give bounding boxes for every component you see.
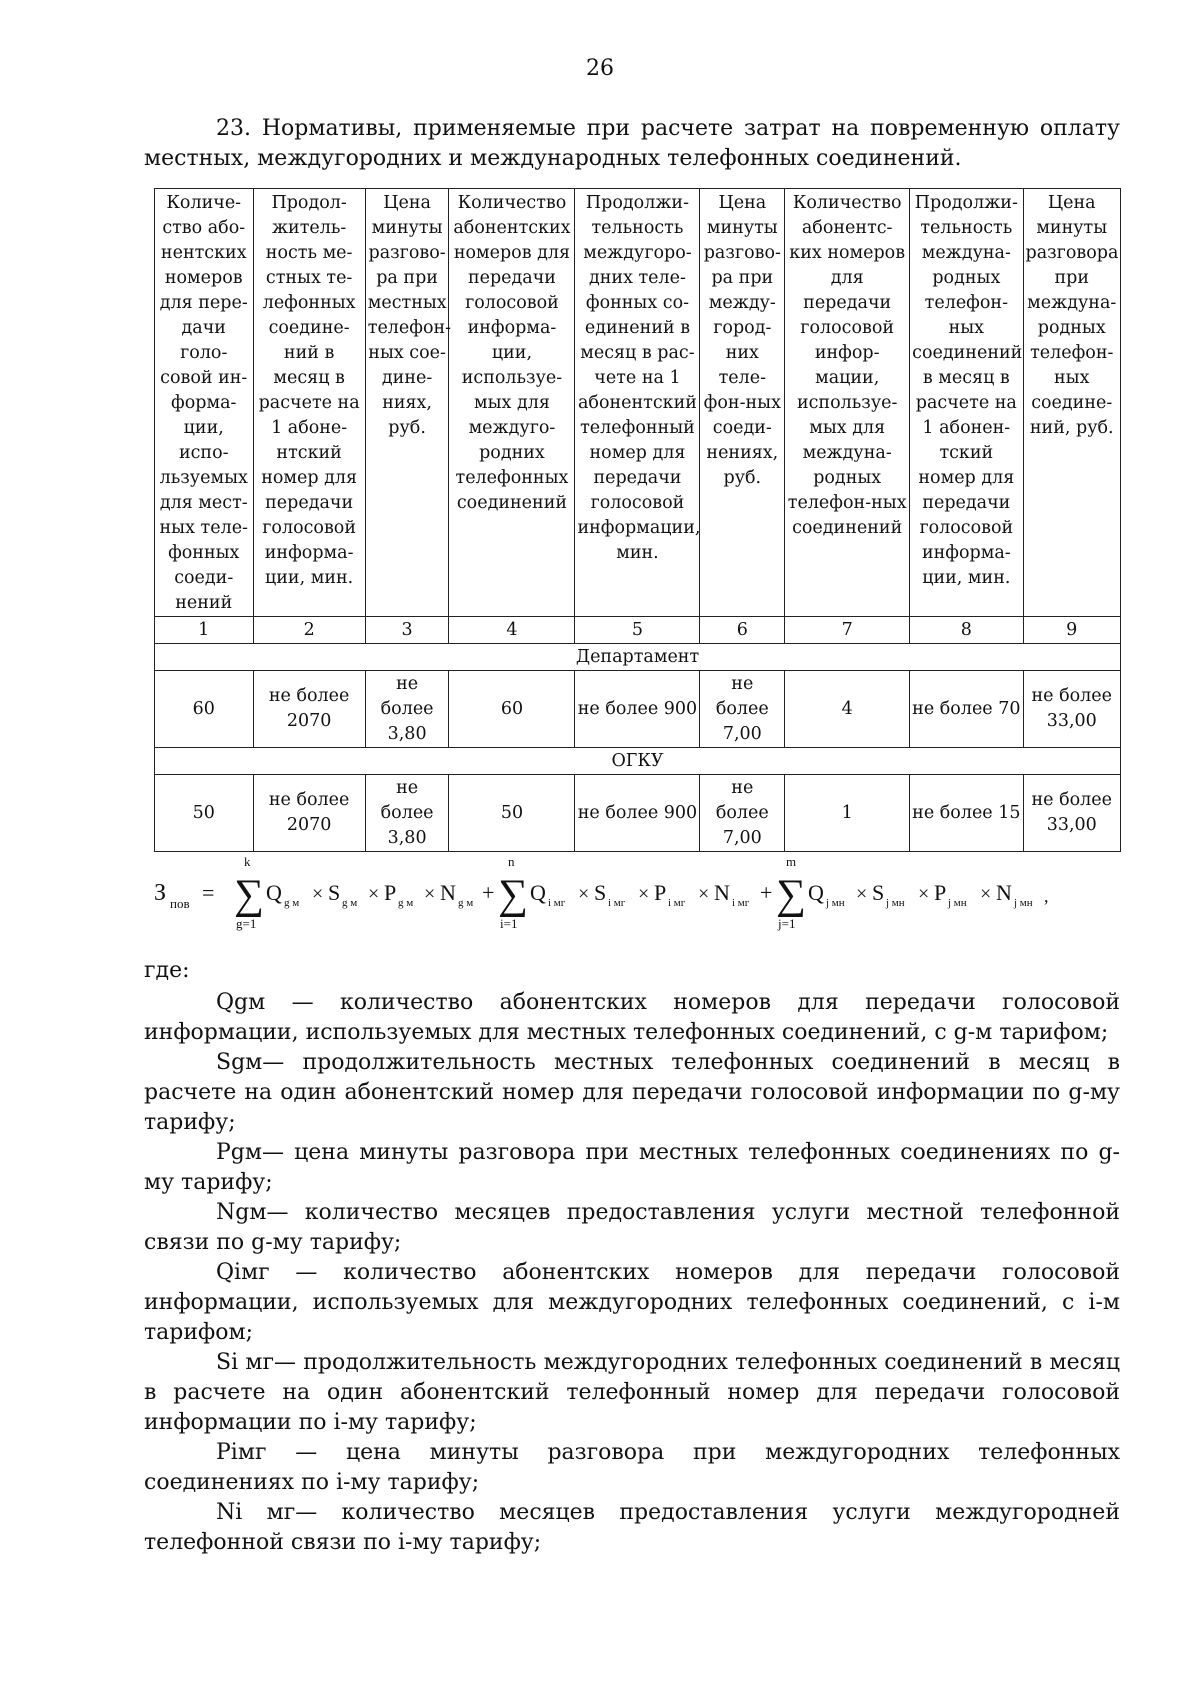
table-cell: 60	[449, 671, 575, 748]
sigma-icon: ∑	[776, 872, 806, 918]
table-cell: 4	[785, 671, 910, 748]
table-header-cell: Цена минуты разгово-ра при местных телефон-ных сое-дине-ниях, руб.	[365, 189, 449, 617]
factor-subscript: j мн	[826, 897, 845, 909]
cost-formula	[152, 852, 1132, 942]
formula-lhs: З	[154, 880, 167, 906]
factor-subscript: j мн	[948, 897, 967, 909]
column-number: 1	[155, 617, 254, 644]
factor-subscript: i мг	[608, 897, 626, 909]
factor: N	[714, 880, 730, 905]
factor: P	[934, 880, 947, 905]
definition-item: Ngм— количество месяцев предоставления услуги местной телефонной связи по g-му тарифу;	[144, 1200, 1120, 1255]
table-cell: не более 2070	[253, 671, 365, 748]
factor-subscript: i мг	[668, 897, 686, 909]
factor-subscript: g м	[284, 897, 300, 909]
times-sign: ×	[918, 883, 930, 905]
definition-item: Si мг— продолжительность междугородних телефонных соединений в месяц в расчете на один абонентский телефонный номер для передачи голосовой информации по i-му тарифу;	[144, 1350, 1120, 1435]
plus-sign: +	[482, 880, 495, 905]
table-header-cell: Цена минуты разговора при междуна-родных телефон-ных соедине-ний, руб.	[1023, 189, 1121, 617]
table-header-cell: Количе-ство або-нентских номеров для пере-дачи голо-совой ин-форма-ции, испо-льзуемых для мест-ных теле-фонных соеди-нений	[155, 189, 254, 617]
factor: N	[440, 880, 456, 905]
table-header-row	[155, 189, 1121, 617]
table-cell: не более 3,80	[365, 671, 449, 748]
table-cell: не более 33,00	[1023, 671, 1121, 748]
page-number: 26	[586, 56, 614, 81]
factor: S	[872, 880, 885, 905]
factor: Q	[808, 880, 824, 905]
section-row-ogku	[155, 748, 1121, 775]
section-heading: 23. Нормативы, применяемые при расчете затрат на повременную оплату местных, междугородних и международных телефонных соединений.	[144, 116, 1120, 171]
times-sign: ×	[980, 883, 992, 905]
formula-tail: ,	[1044, 886, 1049, 906]
column-number-row	[155, 617, 1121, 644]
sigma-icon: ∑	[498, 872, 528, 918]
table-cell: не более 15	[910, 775, 1023, 852]
factor: P	[654, 880, 667, 905]
sum-lower-limit: i=1	[500, 916, 518, 931]
sum-lower-limit: g=1	[236, 916, 257, 931]
table-cell: 1	[785, 775, 910, 852]
factor-subscript: j мн	[1014, 897, 1033, 909]
table-cell: не более 7,00	[700, 775, 785, 852]
table-cell: 50	[449, 775, 575, 852]
sigma-icon: ∑	[234, 872, 264, 918]
table-cell: не более 2070	[253, 775, 365, 852]
definition-item: Ni мг— количество месяцев предоставления услуги междугородней телефонной связи по i-му тарифу;	[144, 1500, 1120, 1555]
table-cell: не более 900	[575, 775, 700, 852]
factor: P	[384, 880, 397, 905]
times-sign: ×	[578, 883, 590, 905]
factor: S	[328, 880, 341, 905]
table-header-cell: Продол-житель-ность ме-стных те-лефонных соедине-ний в месяц в расчете на 1 абоне-нтский номер для передачи голосовой информа-ции, мин.	[253, 189, 365, 617]
table-cell: не более 3,80	[365, 775, 449, 852]
times-sign: ×	[368, 883, 380, 905]
section-title: Департамент	[155, 644, 1121, 671]
table-cell: не более 70	[910, 671, 1023, 748]
factor-subscript: i мг	[732, 897, 750, 909]
table-cell: не более 900	[575, 671, 700, 748]
factor: N	[996, 880, 1012, 905]
definition-item: Piмг — цена минуты разговора при междугородних телефонных соединениях по i-му тарифу;	[144, 1440, 1120, 1495]
column-number: 7	[785, 617, 910, 644]
definition-item: Qiмг — количество абонентских номеров для передачи голосовой информации, используемых для междугородних телефонных соединений, с i-м тарифом;	[144, 1260, 1120, 1345]
table-cell: не более 33,00	[1023, 775, 1121, 852]
norms-table	[154, 188, 1121, 852]
definition-item: Qgм — количество абонентских номеров для передачи голосовой информации, используемых для местных телефонных соединений, с g-м тарифом;	[144, 990, 1120, 1045]
section-row-department	[155, 644, 1121, 671]
factor-subscript: g м	[342, 897, 358, 909]
sum-lower-limit: j=1	[778, 916, 796, 931]
table-header-cell: Продолжи-тельность междугоро-дних теле-фонных со-единений в месяц в рас-чете на 1 абонентский телефонный номер для передачи голосовой информации, мин.	[575, 189, 700, 617]
factor-subscript: i мг	[548, 897, 566, 909]
column-number: 8	[910, 617, 1023, 644]
table-header-cell: Количество абонентс-ких номеров для передачи голосовой инфор-мации, используе-мых для междуна-родных телефон-ных соединений	[785, 189, 910, 617]
factor-subscript: g м	[458, 897, 474, 909]
times-sign: ×	[638, 883, 650, 905]
sum-upper-limit: m	[786, 854, 797, 869]
column-number: 2	[253, 617, 365, 644]
times-sign: ×	[698, 883, 710, 905]
times-sign: ×	[856, 883, 868, 905]
sum-upper-limit: n	[508, 854, 515, 869]
table-header-cell: Цена минуты разгово-ра при между-город-них теле-фон-ных соеди-нениях, руб.	[700, 189, 785, 617]
column-number: 3	[365, 617, 449, 644]
table-row	[155, 775, 1121, 852]
where-label: где:	[144, 958, 190, 983]
factor: Q	[530, 880, 546, 905]
table-row	[155, 671, 1121, 748]
column-number: 9	[1023, 617, 1121, 644]
table-cell: не более 7,00	[700, 671, 785, 748]
section-title: ОГКУ	[155, 748, 1121, 775]
definitions-block	[144, 956, 1120, 1558]
formula-lhs-subscript: пов	[170, 896, 190, 911]
table-header-cell: Количество абонентских номеров для передачи голосовой информа-ции, используе-мых для междуго-родних телефонных соединений	[449, 189, 575, 617]
sum-upper-limit: k	[244, 854, 251, 869]
factor: Q	[266, 880, 282, 905]
formula-equals: =	[202, 880, 215, 905]
column-number: 5	[575, 617, 700, 644]
factor-subscript: g м	[398, 897, 414, 909]
table-cell: 50	[155, 775, 254, 852]
times-sign: ×	[312, 883, 324, 905]
table-cell: 60	[155, 671, 254, 748]
definition-item: Sgм— продолжительность местных телефонных соединений в месяц в расчете на один абонентский номер для передачи голосовой информации по g-му тарифу;	[144, 1050, 1120, 1135]
plus-sign: +	[760, 880, 773, 905]
table-header-cell: Продолжи-тельность междуна-родных телефон-ных соединений в месяц в расчете на 1 абонен-тский номер для передачи голосовой информа-ции, мин.	[910, 189, 1023, 617]
definition-item: Pgм— цена минуты разговора при местных телефонных соединениях по g-му тарифу;	[144, 1140, 1120, 1195]
column-number: 6	[700, 617, 785, 644]
times-sign: ×	[424, 883, 436, 905]
column-number: 4	[449, 617, 575, 644]
factor-subscript: j мн	[886, 897, 905, 909]
factor: S	[594, 880, 607, 905]
